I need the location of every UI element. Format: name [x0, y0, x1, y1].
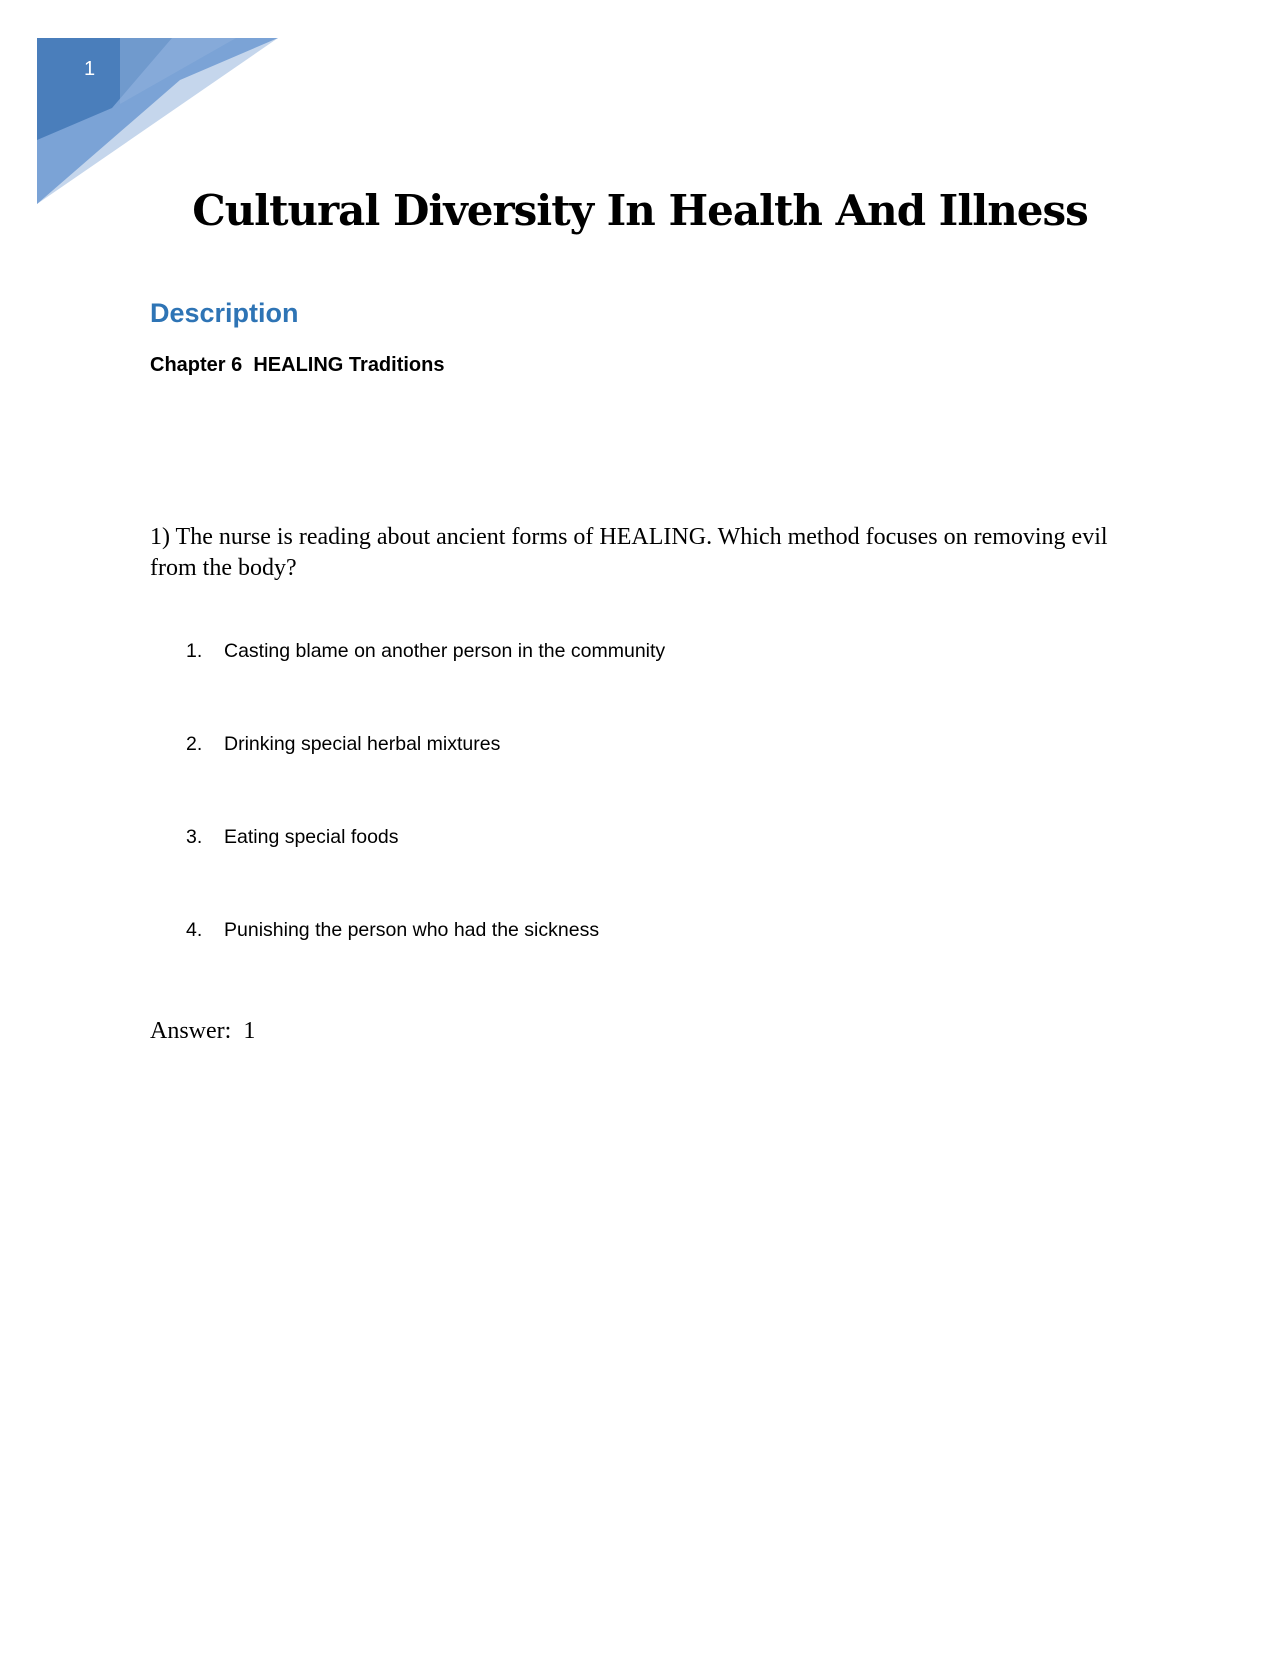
option-text: Eating special foods — [224, 826, 399, 848]
option-number: 3. — [186, 826, 203, 848]
option-text: Punishing the person who had the sickness — [224, 919, 600, 941]
option-text: Drinking special herbal mixtures — [224, 733, 501, 755]
document-title: Cultural Diversity In Health And Illness — [192, 186, 1088, 235]
answer-text: Answer: 1 — [150, 1018, 256, 1044]
option-number: 1. — [186, 640, 203, 662]
section-heading: Description — [150, 298, 299, 328]
page-number: 1 — [84, 58, 96, 80]
question-text: 1) The nurse is reading about ancient forms of HEALING. Which method focuses on removing evil from the body? — [150, 524, 1108, 581]
option-text: Casting blame on another person in the community — [224, 640, 666, 662]
option-number: 4. — [186, 919, 203, 941]
chapter-heading: Chapter 6 HEALING Traditions — [150, 354, 445, 376]
option-number: 2. — [186, 733, 203, 755]
